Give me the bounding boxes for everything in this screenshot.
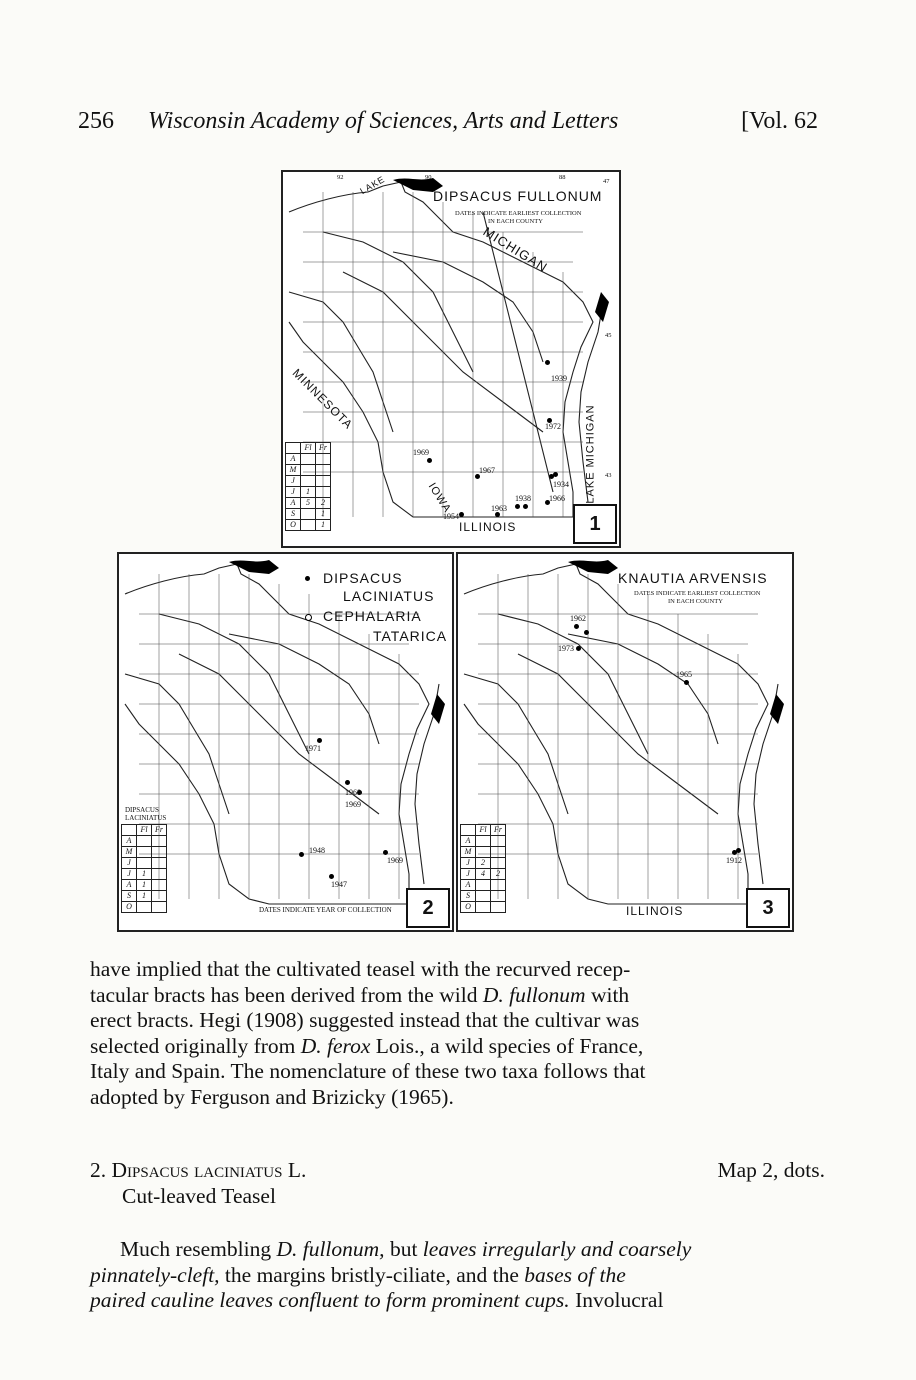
paragraph-1	[90, 957, 825, 1110]
text-line: Much resembling D. fullonum, but leaves irregularly and coarsely	[120, 1237, 692, 1261]
species-author: L.	[287, 1158, 307, 1182]
text-line: pinnately-cleft, the margins bristly-ciliate, and the bases of the	[90, 1262, 626, 1287]
map-2-date: 1971	[305, 744, 321, 753]
map-1-lat-top: 47	[603, 178, 610, 185]
map-2-date: 1968	[345, 788, 361, 797]
map-3-dot	[584, 630, 589, 635]
species-heading	[90, 1157, 825, 1209]
species-name: Dipsacus laciniatus	[111, 1158, 283, 1182]
map-1-date: 1939	[551, 374, 567, 383]
map-1-illinois-label: ILLINOIS	[459, 520, 517, 534]
species-number: 2.	[90, 1158, 107, 1182]
map-1-date: 1967	[479, 466, 495, 475]
map-2-dot	[345, 780, 350, 785]
map-1-date: 1954	[443, 512, 459, 521]
map-1-dot	[553, 472, 558, 477]
map-1	[281, 170, 621, 548]
text-line: paired cauline leaves confluent to form prominent cups. Involucral	[90, 1288, 664, 1312]
map-2-dot	[383, 850, 388, 855]
map-1-lat-mid: 45	[605, 332, 612, 339]
map-2-date: 1969	[345, 800, 361, 809]
text-line: erect bracts. Hegi (1908) suggested instead that the cultivar was	[90, 1008, 640, 1032]
map-2-dot	[329, 874, 334, 879]
map-1-lon-2: 90	[425, 174, 432, 181]
map-2-caption: DATES INDICATE YEAR OF COLLECTION	[259, 906, 392, 914]
text-line: tacular bracts has been derived from the wild D. fullonum with	[90, 982, 630, 1007]
map-2-phenology-table: Fl Fr A M J J 1 A 1 S 1 O	[121, 824, 167, 913]
page-header	[78, 108, 818, 142]
map-1-date: 1969	[413, 448, 429, 457]
map-1-dot	[545, 360, 550, 365]
map-3-subtitle: DATES INDICATE EARLIEST COLLECTION	[634, 590, 761, 597]
map-3-dot	[736, 848, 741, 853]
common-name: Cut-leaved Teasel	[122, 1184, 276, 1208]
map-1-date: 1934	[553, 480, 569, 489]
map-1-date: 1972	[545, 422, 561, 431]
map-1-lat-bot: 43	[605, 472, 612, 479]
map-3-title: KNAUTIA ARVENSIS	[618, 570, 768, 586]
map-3-dot	[576, 646, 581, 651]
map-3-subtitle-2: IN EACH COUNTY	[668, 598, 723, 605]
map-1-dot	[427, 458, 432, 463]
map-2-date: 1948	[309, 846, 325, 855]
map-1-number: 1	[573, 504, 617, 544]
map-2-dot	[317, 738, 322, 743]
map-2-title-b: LACINIATUS	[343, 588, 435, 604]
map-2-title-d: TATARICA	[373, 628, 448, 644]
map-3	[456, 552, 794, 932]
map-2-title-circle	[305, 614, 312, 621]
map-1-iowa-label: IOWA	[425, 480, 454, 516]
map-1-date: 1938	[515, 494, 531, 503]
map-1-lon-3: 88	[559, 174, 566, 181]
journal-title: Wisconsin Academy of Sciences, Arts and Letters	[148, 108, 619, 134]
text-line: selected originally from D. ferox Lois., a wild species of France,	[90, 1033, 644, 1058]
map-3-date: 1965	[676, 670, 692, 679]
map-1-title: DIPSACUS FULLONUM	[433, 188, 603, 204]
map-1-date: 1966	[549, 494, 565, 503]
map-3-dot	[574, 624, 579, 629]
map-2-title-a: DIPSACUS	[323, 570, 403, 586]
map-1-dot	[515, 504, 520, 509]
map-1-dot	[459, 512, 464, 517]
map-2-legend-label: DIPSACUS LACINIATUS	[125, 806, 167, 822]
map-1-minnesota-label: MINNESOTA	[289, 365, 356, 433]
map-1-lake-label: LAKE	[358, 173, 387, 197]
map-1-outline	[283, 172, 619, 546]
map-3-phenology-table: Fl Fr A M J 2 J 4 2 A S O	[460, 824, 506, 913]
map-2-number: 2	[406, 888, 450, 928]
map-2-title-dot	[305, 576, 310, 581]
text-line: Italy and Spain. The nomenclature of these two taxa follows that	[90, 1059, 646, 1083]
paragraph-2	[90, 1237, 825, 1314]
map-3-date: 1962	[570, 614, 586, 623]
map-3-illinois-label: ILLINOIS	[626, 904, 684, 918]
map-1-lake-michigan-label: LAKE MICHIGAN	[584, 404, 597, 504]
page-number: 256	[78, 108, 114, 134]
text-line: adopted by Ferguson and Brizicky (1965).	[90, 1084, 454, 1109]
map-reference: Map 2, dots.	[717, 1158, 825, 1182]
map-2	[117, 552, 454, 932]
map-3-number: 3	[746, 888, 790, 928]
map-3-date: 1912	[726, 856, 742, 865]
map-2-date: 1969	[387, 856, 403, 865]
map-3-dot	[684, 680, 689, 685]
map-1-date: 1963	[491, 504, 507, 513]
map-2-dot	[299, 852, 304, 857]
map-1-subtitle: DATES INDICATE EARLIEST COLLECTION	[455, 210, 582, 217]
map-2-title-c: CEPHALARIA	[323, 608, 422, 624]
text-line: have implied that the cultivated teasel with the recurved recep-	[90, 957, 631, 981]
map-3-date: 1973	[558, 644, 574, 653]
map-1-lon-1: 92	[337, 174, 344, 181]
map-1-phenology-table: Fl Fr A M J J 1 A 5 2 S 1 O 1	[285, 442, 331, 531]
map-1-subtitle-2: IN EACH COUNTY	[488, 218, 543, 225]
map-3-outline	[458, 554, 792, 930]
map-2-date: 1947	[331, 880, 347, 889]
volume-label: [Vol. 62	[741, 108, 818, 134]
map-1-michigan-label: MICHIGAN	[480, 223, 551, 276]
map-1-dot	[523, 504, 528, 509]
